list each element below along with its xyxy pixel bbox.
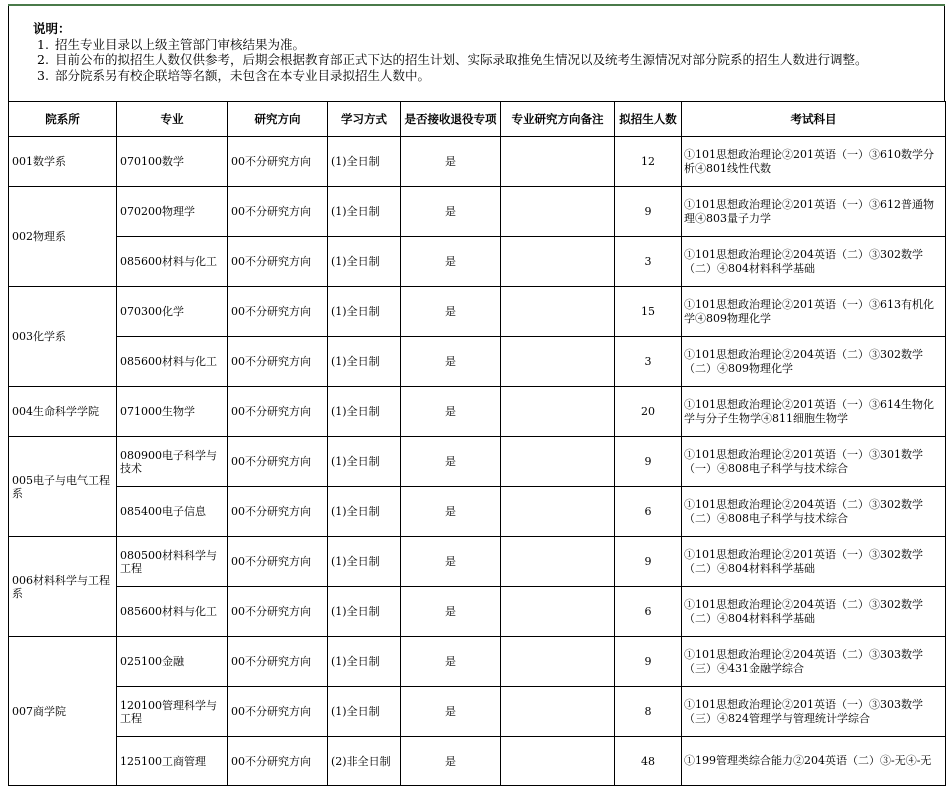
note-text: 招生专业目录以上级主管部门审核结果为准。 <box>55 36 306 52</box>
cell-dept[interactable]: 007商学院 <box>9 637 117 786</box>
cell-major[interactable]: 080500材料科学与工程 <box>117 537 228 587</box>
notes-block <box>8 4 945 101</box>
header-major: 专业 <box>117 102 228 137</box>
cell-veteran[interactable]: 是 <box>401 337 501 387</box>
cell-major[interactable]: 085400电子信息 <box>117 487 228 537</box>
cell-remark[interactable] <box>501 537 615 587</box>
cell-exam[interactable]: ①101思想政治理论②201英语（一）③612普通物理④803量子力学 <box>682 187 946 237</box>
cell-major[interactable]: 085600材料与化工 <box>117 337 228 387</box>
table-row <box>9 137 946 187</box>
cell-mode[interactable]: (1)全日制 <box>328 137 401 187</box>
cell-mode[interactable]: (1)全日制 <box>328 537 401 587</box>
cell-major[interactable]: 125100工商管理 <box>117 737 228 786</box>
note-line-1 <box>33 37 944 53</box>
note-number: 3. <box>37 67 49 83</box>
cell-exam[interactable]: ①101思想政治理论②204英语（二）③302数学（二）④804材料科学基础 <box>682 587 946 637</box>
cell-veteran[interactable]: 是 <box>401 237 501 287</box>
header-direction: 研究方向 <box>228 102 328 137</box>
cell-mode[interactable]: (1)全日制 <box>328 437 401 487</box>
enrollment-table <box>8 101 946 786</box>
table-row <box>9 287 946 337</box>
cell-veteran[interactable]: 是 <box>401 537 501 587</box>
cell-veteran[interactable]: 是 <box>401 137 501 187</box>
cell-mode[interactable]: (1)全日制 <box>328 687 401 737</box>
cell-remark[interactable] <box>501 137 615 187</box>
cell-mode[interactable]: (1)全日制 <box>328 237 401 287</box>
selection-border-top <box>8 4 945 6</box>
cell-quota[interactable]: 20 <box>615 387 682 437</box>
cell-quota[interactable]: 48 <box>615 737 682 786</box>
header-mode: 学习方式 <box>328 102 401 137</box>
cell-remark[interactable] <box>501 387 615 437</box>
header-exam: 考试科目 <box>682 102 946 137</box>
table-row <box>9 387 946 437</box>
cell-dept[interactable]: 003化学系 <box>9 287 117 387</box>
cell-quota[interactable]: 9 <box>615 187 682 237</box>
cell-veteran[interactable]: 是 <box>401 637 501 687</box>
cell-exam[interactable]: ①101思想政治理论②201英语（一）③613有机化学④809物理化学 <box>682 287 946 337</box>
cell-major[interactable]: 085600材料与化工 <box>117 587 228 637</box>
cell-veteran[interactable]: 是 <box>401 187 501 237</box>
cell-major[interactable]: 085600材料与化工 <box>117 237 228 287</box>
cell-remark[interactable] <box>501 737 615 786</box>
cell-mode[interactable]: (1)全日制 <box>328 387 401 437</box>
cell-veteran[interactable]: 是 <box>401 437 501 487</box>
note-line-2 <box>33 52 944 68</box>
cell-direction[interactable]: 00不分研究方向 <box>228 537 328 587</box>
header-quota: 拟招生人数 <box>615 102 682 137</box>
cell-major[interactable]: 071000生物学 <box>117 387 228 437</box>
header-remark: 专业研究方向备注 <box>501 102 615 137</box>
cell-dept[interactable]: 006材料科学与工程系 <box>9 537 117 637</box>
cell-quota[interactable]: 12 <box>615 137 682 187</box>
cell-direction[interactable]: 00不分研究方向 <box>228 737 328 786</box>
cell-direction[interactable]: 00不分研究方向 <box>228 237 328 287</box>
cell-mode[interactable]: (1)全日制 <box>328 487 401 537</box>
cell-mode[interactable]: (2)非全日制 <box>328 737 401 786</box>
note-line-3 <box>33 68 944 84</box>
cell-direction[interactable]: 00不分研究方向 <box>228 187 328 237</box>
cell-exam[interactable]: ①101思想政治理论②204英语（二）③303数学（三）④431金融学综合 <box>682 637 946 687</box>
table-row <box>9 637 946 687</box>
table-row <box>9 187 946 237</box>
cell-mode[interactable]: (1)全日制 <box>328 287 401 337</box>
cell-exam[interactable]: ①101思想政治理论②204英语（二）③302数学（二）④809物理化学 <box>682 337 946 387</box>
table-row <box>9 437 946 487</box>
table-row <box>9 487 946 537</box>
cell-quota[interactable]: 6 <box>615 587 682 637</box>
cell-direction[interactable]: 00不分研究方向 <box>228 637 328 687</box>
cell-exam[interactable]: ①101思想政治理论②201英语（一）③301数学（一）④808电子科学与技术综合 <box>682 437 946 487</box>
cell-major[interactable]: 120100管理科学与工程 <box>117 687 228 737</box>
note-number: 1. <box>37 36 49 52</box>
cell-quota[interactable]: 6 <box>615 487 682 537</box>
cell-direction[interactable]: 00不分研究方向 <box>228 137 328 187</box>
note-number: 2. <box>37 52 49 67</box>
cell-dept[interactable]: 001数学系 <box>9 137 117 187</box>
cell-remark[interactable] <box>501 337 615 387</box>
table-row <box>9 587 946 637</box>
cell-exam[interactable]: ①101思想政治理论②201英语（一）③302数学（二）④804材料科学基础 <box>682 537 946 587</box>
cell-veteran[interactable]: 是 <box>401 687 501 737</box>
cell-remark[interactable] <box>501 487 615 537</box>
cell-exam[interactable]: ①101思想政治理论②201英语（一）③303数学（三）④824管理学与管理统计学综合 <box>682 687 946 737</box>
cell-quota[interactable]: 9 <box>615 437 682 487</box>
header-veteran: 是否接收退役专项 <box>401 102 501 137</box>
cell-quota[interactable]: 15 <box>615 287 682 337</box>
cell-dept[interactable]: 005电子与电气工程系 <box>9 437 117 537</box>
cell-mode[interactable]: (1)全日制 <box>328 637 401 687</box>
table-header-row <box>9 102 946 137</box>
cell-dept[interactable]: 002物理系 <box>9 187 117 287</box>
cell-major[interactable]: 070200物理学 <box>117 187 228 237</box>
cell-remark[interactable] <box>501 437 615 487</box>
table-row <box>9 337 946 387</box>
table-row <box>9 237 946 287</box>
cell-direction[interactable]: 00不分研究方向 <box>228 437 328 487</box>
cell-major[interactable]: 025100金融 <box>117 637 228 687</box>
cell-veteran[interactable]: 是 <box>401 287 501 337</box>
cell-veteran[interactable]: 是 <box>401 587 501 637</box>
cell-direction[interactable]: 00不分研究方向 <box>228 487 328 537</box>
table-row <box>9 687 946 737</box>
cell-major[interactable]: 080900电子科学与技术 <box>117 437 228 487</box>
note-text: 部分院系另有校企联培等名额，未包含在本专业目录拟招生人数中。 <box>55 67 431 83</box>
cell-direction[interactable]: 00不分研究方向 <box>228 687 328 737</box>
cell-dept[interactable]: 004生命科学学院 <box>9 387 117 437</box>
cell-direction[interactable]: 00不分研究方向 <box>228 387 328 437</box>
cell-remark[interactable] <box>501 587 615 637</box>
notes-title: 说明： <box>33 21 71 36</box>
cell-quota[interactable]: 9 <box>615 537 682 587</box>
table-row <box>9 737 946 786</box>
cell-veteran[interactable]: 是 <box>401 487 501 537</box>
cell-exam[interactable]: ①101思想政治理论②204英语（二）③302数学（二）④804材料科学基础 <box>682 237 946 287</box>
note-text: 目前公布的拟招生人数仅供参考，后期会根据教育部正式下达的招生计划、实际录取推免生情况以及统考生源情况对部分院系的招生人数进行调整。 <box>55 52 868 67</box>
cell-major[interactable]: 070300化学 <box>117 287 228 337</box>
cell-exam[interactable]: ①199管理类综合能力②204英语（二）③-无④-无 <box>682 737 946 786</box>
cell-remark[interactable] <box>501 187 615 237</box>
cell-direction[interactable]: 00不分研究方向 <box>228 287 328 337</box>
cell-mode[interactable]: (1)全日制 <box>328 587 401 637</box>
cell-direction[interactable]: 00不分研究方向 <box>228 587 328 637</box>
cell-quota[interactable]: 8 <box>615 687 682 737</box>
cell-remark[interactable] <box>501 637 615 687</box>
cell-exam[interactable]: ①101思想政治理论②201英语（一）③614生物化学与分子生物学④811细胞生物学 <box>682 387 946 437</box>
cell-exam[interactable]: ①101思想政治理论②204英语（二）③302数学（二）④808电子科学与技术综合 <box>682 487 946 537</box>
cell-quota[interactable]: 3 <box>615 337 682 387</box>
cell-remark[interactable] <box>501 287 615 337</box>
table-row <box>9 537 946 587</box>
header-dept: 院系所 <box>9 102 117 137</box>
cell-quota[interactable]: 9 <box>615 637 682 687</box>
cell-major[interactable]: 070100数学 <box>117 137 228 187</box>
cell-veteran[interactable]: 是 <box>401 387 501 437</box>
cell-direction[interactable]: 00不分研究方向 <box>228 337 328 387</box>
cell-quota[interactable]: 3 <box>615 237 682 287</box>
cell-remark[interactable] <box>501 687 615 737</box>
cell-remark[interactable] <box>501 237 615 287</box>
cell-exam[interactable]: ①101思想政治理论②201英语（一）③610数学分析④801线性代数 <box>682 137 946 187</box>
cell-mode[interactable]: (1)全日制 <box>328 337 401 387</box>
cell-mode[interactable]: (1)全日制 <box>328 187 401 237</box>
cell-veteran[interactable]: 是 <box>401 737 501 786</box>
